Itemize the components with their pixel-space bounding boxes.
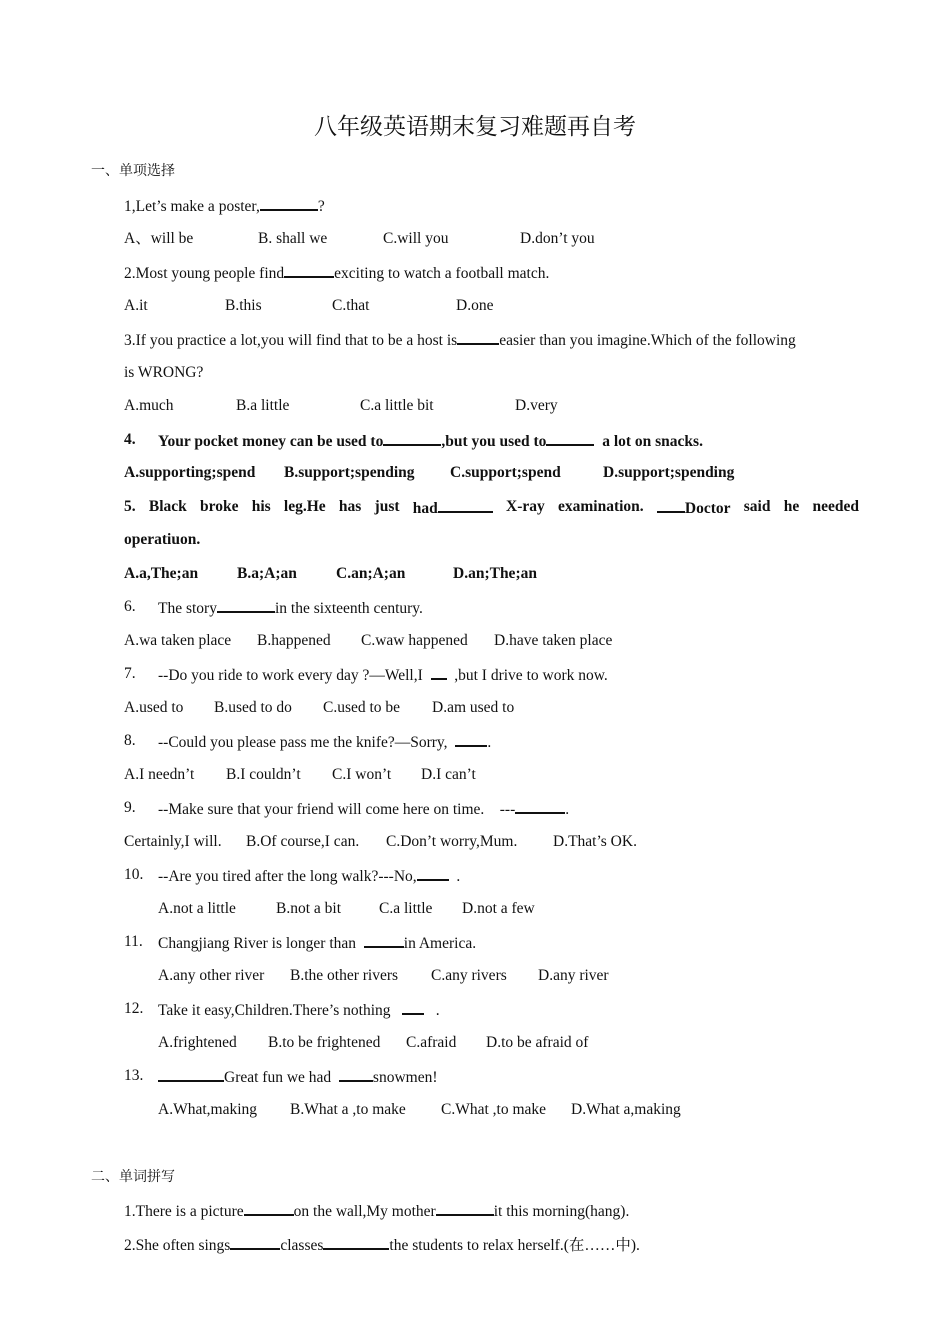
question-5-continued: operatiuon. bbox=[124, 531, 201, 548]
answer-blank[interactable] bbox=[260, 195, 318, 211]
option-d[interactable]: D.What a,making bbox=[571, 1101, 681, 1118]
question-13: Great fun we had snowmen! bbox=[158, 1066, 438, 1088]
option-b[interactable]: B.I couldn’t bbox=[226, 766, 301, 783]
option-b[interactable]: B.the other rivers bbox=[290, 967, 399, 984]
answer-blank[interactable] bbox=[244, 1200, 294, 1216]
answer-blank[interactable] bbox=[417, 865, 449, 881]
answer-blank[interactable] bbox=[657, 497, 685, 513]
option-d[interactable]: D.I can’t bbox=[421, 766, 476, 783]
question-6-number: 6. bbox=[124, 598, 136, 615]
option-d[interactable]: D.not a few bbox=[462, 900, 535, 917]
option-d[interactable]: D.That’s OK. bbox=[553, 833, 637, 850]
option-a[interactable]: A、will be bbox=[124, 230, 194, 247]
option-b[interactable]: B.a;A;an bbox=[237, 565, 297, 582]
option-a[interactable]: A.used to bbox=[124, 699, 184, 716]
option-a[interactable]: A.not a little bbox=[158, 900, 236, 917]
question-10: --Are you tired after the long walk?---No, . bbox=[158, 865, 460, 887]
answer-blank[interactable] bbox=[158, 1066, 224, 1082]
option-a[interactable]: A.any other river bbox=[158, 967, 265, 984]
answer-blank[interactable] bbox=[546, 430, 594, 446]
spelling-item-2: 2.She often sings classes the students to relax herself.(在……中). bbox=[124, 1234, 640, 1256]
option-c[interactable]: C.that bbox=[332, 297, 370, 314]
option-b[interactable]: B.used to do bbox=[214, 699, 292, 716]
option-a[interactable]: A.wa taken place bbox=[124, 632, 232, 649]
option-d[interactable]: D.don’t you bbox=[520, 230, 595, 247]
answer-blank[interactable] bbox=[402, 999, 424, 1015]
question-2: 2.Most young people find exciting to watch a football match. bbox=[124, 262, 549, 284]
section-heading-spelling: 二、单词拼写 bbox=[91, 1169, 175, 1185]
option-d[interactable]: D.any river bbox=[538, 967, 609, 984]
question-8-number: 8. bbox=[124, 732, 136, 749]
answer-blank[interactable] bbox=[515, 798, 565, 814]
question-11-number: 11. bbox=[124, 933, 143, 950]
option-c[interactable]: C.will you bbox=[383, 230, 449, 247]
question-10-number: 10. bbox=[124, 866, 144, 883]
answer-blank[interactable] bbox=[457, 329, 499, 345]
option-b[interactable]: B.What a ,to make bbox=[290, 1101, 406, 1118]
option-c[interactable]: C.I won’t bbox=[332, 766, 392, 783]
option-d[interactable]: D.one bbox=[456, 297, 494, 314]
answer-blank[interactable] bbox=[364, 932, 404, 948]
answer-blank[interactable] bbox=[431, 664, 447, 680]
option-c[interactable]: C.used to be bbox=[323, 699, 401, 716]
option-c[interactable]: C.waw happened bbox=[361, 632, 468, 649]
answer-blank[interactable] bbox=[339, 1066, 373, 1082]
spelling-item-1: 1.There is a picture on the wall,My mother it this morning(hang). bbox=[124, 1200, 629, 1222]
answer-blank[interactable] bbox=[284, 262, 334, 278]
question-6: The story in the sixteenth century. bbox=[158, 597, 423, 619]
option-d[interactable]: D.an;The;an bbox=[453, 565, 537, 582]
answer-blank[interactable] bbox=[455, 731, 487, 747]
answer-blank[interactable] bbox=[383, 430, 441, 446]
answer-blank[interactable] bbox=[436, 1200, 494, 1216]
question-7: --Do you ride to work every day ?—Well,I ,but I drive to work now. bbox=[158, 664, 608, 686]
option-c[interactable]: C.support;spend bbox=[450, 464, 561, 481]
answer-blank[interactable] bbox=[438, 497, 493, 513]
option-d[interactable]: D.support;spending bbox=[603, 464, 735, 481]
answer-blank[interactable] bbox=[323, 1234, 389, 1250]
question-12: Take it easy,Children.There’s nothing . bbox=[158, 999, 440, 1021]
option-c[interactable]: C.afraid bbox=[406, 1034, 457, 1051]
option-c[interactable]: C.an;A;an bbox=[336, 565, 406, 582]
option-a[interactable]: Certainly,I will. bbox=[124, 833, 222, 850]
page-title: 八年级英语期末复习难题再自考 bbox=[314, 114, 636, 140]
question-13-number: 13. bbox=[124, 1067, 144, 1084]
option-d[interactable]: D.have taken place bbox=[494, 632, 613, 649]
question-8: --Could you please pass me the knife?—Sorry, . bbox=[158, 731, 491, 753]
option-a[interactable]: A.much bbox=[124, 397, 174, 414]
option-a[interactable]: A.supporting;spend bbox=[124, 464, 256, 481]
question-11: Changjiang River is longer than in America. bbox=[158, 932, 476, 954]
option-b[interactable]: B.not a bit bbox=[276, 900, 342, 917]
section-heading-choice: 一、单项选择 bbox=[91, 163, 175, 179]
question-4: Your pocket money can be used to ,but you used to a lot on snacks. bbox=[158, 430, 703, 452]
option-b[interactable]: B.happened bbox=[257, 632, 331, 649]
answer-blank[interactable] bbox=[230, 1234, 280, 1250]
option-c[interactable]: C.any rivers bbox=[431, 967, 507, 984]
option-c[interactable]: C.Don’t worry,Mum. bbox=[386, 833, 518, 850]
option-b[interactable]: B.to be frightened bbox=[268, 1034, 381, 1051]
option-d[interactable]: D.am used to bbox=[432, 699, 515, 716]
option-a[interactable]: A.it bbox=[124, 297, 148, 314]
option-c[interactable]: C.a little bit bbox=[360, 397, 434, 414]
option-c[interactable]: C.a little bbox=[379, 900, 433, 917]
option-a[interactable]: A.What,making bbox=[158, 1101, 258, 1118]
option-a[interactable]: A.a,The;an bbox=[124, 565, 199, 582]
question-7-number: 7. bbox=[124, 665, 136, 682]
option-a[interactable]: A.frightened bbox=[158, 1034, 237, 1051]
question-9: --Make sure that your friend will come here on time. --- . bbox=[158, 798, 569, 820]
answer-blank[interactable] bbox=[217, 597, 275, 613]
question-1: 1,Let’s make a poster, ? bbox=[124, 195, 325, 217]
option-b[interactable]: B. shall we bbox=[258, 230, 328, 247]
option-b[interactable]: B.a little bbox=[236, 397, 290, 414]
option-d[interactable]: D.to be afraid of bbox=[486, 1034, 589, 1051]
question-3-continued: is WRONG? bbox=[124, 364, 204, 381]
question-3: 3.If you practice a lot,you will find that to be a host is easier than you imagine.Which of the following bbox=[124, 329, 796, 351]
option-b[interactable]: B.this bbox=[225, 297, 262, 314]
question-12-number: 12. bbox=[124, 1000, 144, 1017]
question-9-number: 9. bbox=[124, 799, 136, 816]
option-d[interactable]: D.very bbox=[515, 397, 558, 414]
question-5: 5. Black broke his leg.He has just had X-ray examination. Doctor said he needed bbox=[124, 498, 859, 517]
option-c[interactable]: C.What ,to make bbox=[441, 1101, 547, 1118]
option-b[interactable]: B.support;spending bbox=[284, 464, 415, 481]
question-4-number: 4. bbox=[124, 431, 136, 448]
option-a[interactable]: A.I needn’t bbox=[124, 766, 195, 783]
option-b[interactable]: B.Of course,I can. bbox=[246, 833, 360, 850]
